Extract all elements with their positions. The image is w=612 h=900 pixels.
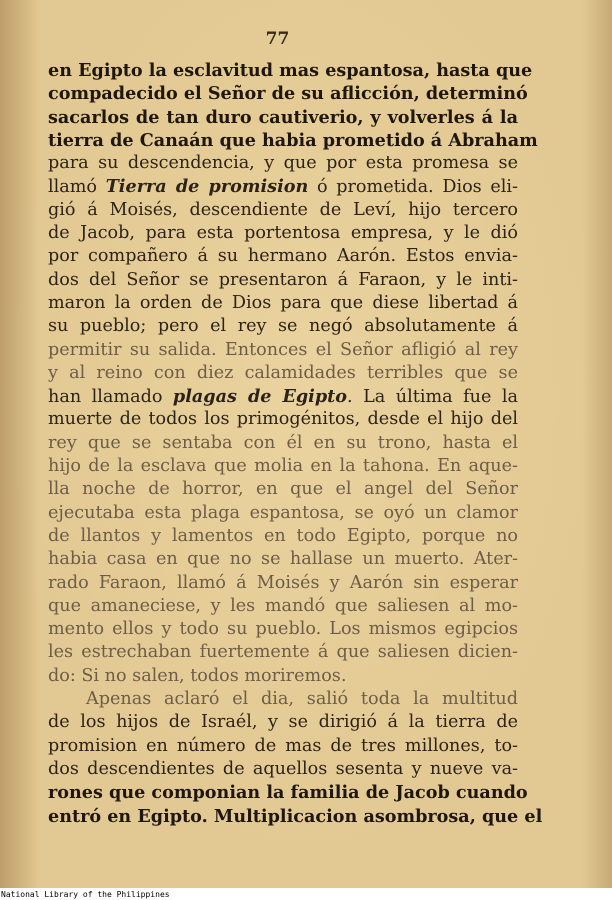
text-line bbox=[48, 735, 518, 758]
text-line bbox=[48, 805, 543, 828]
text-run: . La última fue la bbox=[347, 387, 518, 408]
text-run: promision en número de mas de tres millones, to- bbox=[48, 735, 518, 756]
text-run: por compañero á su hermano Aarón. Estos envia- bbox=[48, 246, 518, 267]
text-line bbox=[48, 292, 518, 315]
text-line bbox=[48, 478, 518, 501]
text-run: gió á Moisés, descendiente de Leví, hijo tercero bbox=[48, 199, 518, 220]
text-run: para su descendencia, y que por esta promesa se bbox=[48, 153, 518, 174]
text-line bbox=[48, 385, 518, 408]
text-run: Apenas aclaró el dia, salió toda la multitud bbox=[86, 689, 518, 710]
body-text bbox=[48, 59, 543, 828]
text-run: rones que componian la familia de Jacob cuando bbox=[48, 782, 528, 804]
text-run: permitir su salida. Entonces el Señor afligió al rey bbox=[48, 339, 518, 360]
text-line bbox=[48, 548, 518, 571]
text-run: tierra de Canaán que habia prometido á Abraham bbox=[48, 129, 538, 151]
text-line bbox=[48, 618, 518, 641]
text-run: llamó bbox=[48, 177, 106, 198]
text-run: su pueblo; pero el rey se negó absolutamente á bbox=[48, 316, 518, 337]
text-run: ejecutaba esta plaga espantosa, se oyó un clamor bbox=[48, 502, 518, 523]
text-run: les estrechaban fuertemente á que saliesen dicien- bbox=[48, 642, 518, 663]
text-line bbox=[48, 758, 518, 781]
text-line bbox=[48, 362, 518, 385]
text-run: de los hijos de Israél, y se dirigió á la tierra de bbox=[48, 712, 518, 733]
text-line bbox=[48, 641, 518, 664]
text-line bbox=[48, 129, 538, 152]
text-run: do: Si no salen, todos moriremos. bbox=[48, 665, 347, 686]
text-run: de Jacob, para esta portentosa empresa, y le dió bbox=[48, 223, 518, 244]
text-line bbox=[48, 222, 518, 245]
text-line bbox=[48, 455, 518, 478]
text-line bbox=[48, 711, 518, 734]
text-line bbox=[48, 572, 518, 595]
text-run: sacarlos de tan duro cautiverio, y volverles á la bbox=[48, 106, 518, 128]
text-run: y al reino con diez calamidades terribles que se bbox=[48, 362, 518, 383]
text-line bbox=[48, 245, 518, 268]
text-run: rey que se sentaba con él en su trono, hasta el bbox=[48, 432, 518, 453]
library-footer: National Library of the Philippines bbox=[1, 890, 170, 899]
text-line bbox=[48, 82, 528, 105]
text-run: que amaneciese, y les mandó que saliesen al mo- bbox=[48, 595, 518, 616]
text-line bbox=[48, 175, 518, 198]
text-line bbox=[48, 502, 518, 525]
text-line bbox=[48, 339, 518, 362]
text-line bbox=[48, 595, 518, 618]
text-line bbox=[48, 59, 533, 82]
text-run: en Egipto la esclavitud mas espantosa, hasta que bbox=[48, 60, 533, 81]
text-run: de llantos y lamentos en todo Egipto, porque no bbox=[48, 525, 518, 546]
text-run: dos descendientes de aquellos sesenta y nueve va- bbox=[48, 758, 518, 779]
text-run: lla noche de horror, en que el angel del Señor bbox=[48, 479, 518, 500]
italic-phrase: Tierra de promision bbox=[105, 176, 309, 198]
text-line bbox=[48, 665, 518, 688]
text-run: hijo de la esclava que molia en la tahona. En aque- bbox=[48, 456, 518, 477]
text-run: ó prometida. Dios eli- bbox=[308, 177, 518, 198]
text-run: han llamado bbox=[48, 387, 173, 408]
text-run: dos del Señor se presentaron á Faraon, y le inti- bbox=[48, 269, 518, 290]
text-line bbox=[48, 525, 518, 548]
text-line bbox=[48, 106, 518, 129]
text-run: compadecido el Señor de su aflicción, determinó bbox=[48, 83, 528, 105]
text-run: entró en Egipto. Multiplicacion asombrosa, que el bbox=[48, 805, 543, 827]
text-line bbox=[48, 432, 518, 455]
text-run: maron la orden de Dios para que diese libertad á bbox=[48, 292, 518, 313]
page-number: 77 bbox=[265, 29, 290, 49]
text-line bbox=[48, 688, 518, 711]
text-run: habia casa en que no se hallase un muerto. Ater- bbox=[48, 549, 518, 570]
text-line bbox=[48, 781, 528, 804]
text-line bbox=[48, 315, 518, 338]
text-run: muerte de todos los primogénitos, desde el hijo del bbox=[48, 409, 518, 430]
text-line bbox=[48, 269, 518, 292]
text-line bbox=[48, 408, 518, 431]
text-run: mento ellos y todo su pueblo. Los mismos egipcios bbox=[48, 619, 518, 640]
text-line bbox=[48, 152, 518, 175]
italic-phrase: plagas de Egipto bbox=[172, 386, 348, 408]
text-line bbox=[48, 199, 518, 222]
text-run: rado Faraon, llamó á Moisés y Aarón sin esperar bbox=[48, 572, 518, 593]
